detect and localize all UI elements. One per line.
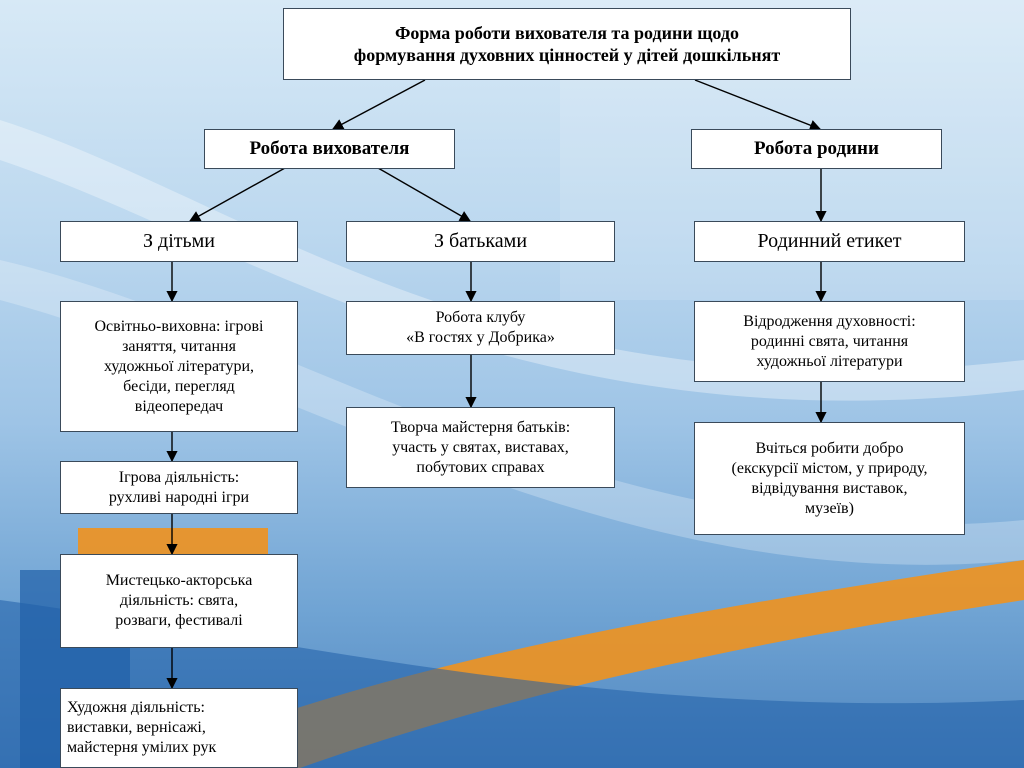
educator-work-box: Робота вихователя bbox=[204, 129, 455, 169]
children-item-arts-acting: Мистецько-акторська діяльність: свята, розваги, фестивалі bbox=[60, 554, 298, 648]
parents-item-club: Робота клубу «В гостях у Добрика» bbox=[346, 301, 615, 355]
arrow-educator-to-parents bbox=[378, 168, 470, 221]
family-etiquette-box: Родинний етикет bbox=[694, 221, 965, 262]
diagram-title-box: Форма роботи вихователя та родини щодо формування духовних цінностей у дітей дошкільнят bbox=[283, 8, 851, 80]
children-item-educational: Освітньо-виховна: ігрові заняття, читання художньої літератури, бесіди, перегляд відеопередач bbox=[60, 301, 298, 432]
children-item-artistic: Художня діяльність: виставки, вернісажі, майстерня умілих рук bbox=[60, 688, 298, 768]
arrow-title-to-educator bbox=[333, 80, 425, 129]
with-parents-box: З батьками bbox=[346, 221, 615, 262]
family-work-box: Робота родини bbox=[691, 129, 942, 169]
arrow-title-to-family bbox=[695, 80, 820, 129]
family-item-spiritual-revival: Відродження духовності: родинні свята, читання художньої літератури bbox=[694, 301, 965, 382]
family-item-do-good: Вчіться робити добро (екскурсії містом, у природу, відвідування виставок, музеїв) bbox=[694, 422, 965, 535]
parents-item-workshop: Творча майстерня батьків: участь у святах, виставах, побутових справах bbox=[346, 407, 615, 488]
children-item-play: Ігрова діяльність: рухливі народні ігри bbox=[60, 461, 298, 514]
arrow-educator-to-children bbox=[190, 168, 285, 221]
with-children-box: З дітьми bbox=[60, 221, 298, 262]
